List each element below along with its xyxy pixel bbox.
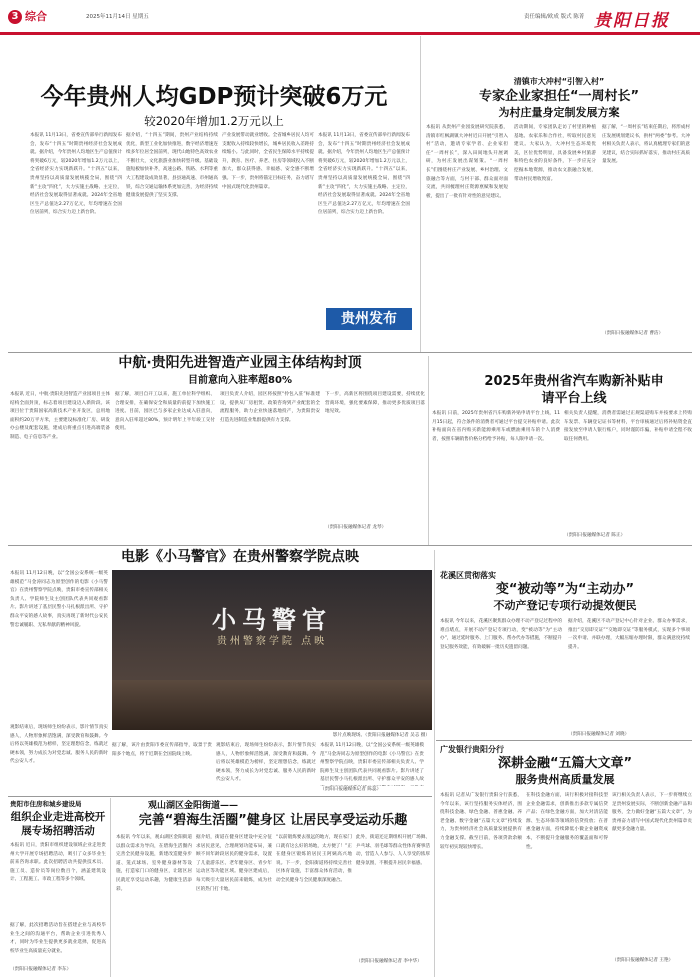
village-body-col3: 据了解，“一周村长”结束任期后，将形成村庄发展规划建议书，供村“两委”参考。大冲村相关负责人表示，将认真梳理专家们的意见建议，结合实际抓好落实，推动村庄高质量发展。 [602,125,690,165]
rule-3 [436,740,692,741]
loan-divider [434,550,435,977]
movie-photo [112,570,432,730]
fitness-body-col1: 本报讯 今年以来，观山湖区金阳街道以群众需求为导向，在碧海生活圈内完善全民健身设施，新建改造健身步道、笼式球场、室外健身器材等设施，打造家门口的健身区，让辖区居民就近享受运动乐趣，为健康生活添彩。 [116,835,192,892]
news-byline: （贵阳日报融媒体记者 李东） [10,967,72,972]
bank-kicker: 广发银行贵阳分行 [440,745,504,754]
movie-photo-stage [112,680,432,730]
gdp-body-col3: 产业发展带动就业增收。全省城乡居民人均可支配收入持续较快增长，城乡居民收入差距持续缩小。与此同时，全省民生保障水平持续提升，教育、医疗、养老、住房等领域投入不断加大，群众获得感、幸福感、安全感不断增强。下一步，贵州将锚定目标任务，奋力谱写中国式现代化贵州篇章。 [222,133,314,190]
fitness-body-col2: 据介绍，街道在健身区建设中充分征求居民意见，合理规划功能布局，兼顾不同年龄段居民的健身需求，设置了儿童游乐区、老年健身区、青少年运动区等功能区域。健身区建成后，每天吸引大量居民前来锻炼，成为社区的热门打卡地。 [196,835,272,892]
rule-2 [8,545,692,546]
movie-body-col3: 据了解，该片由贵阳市委宣传部指导，取景于贵阳多个地点，将于近期在全国院线上映。 [112,743,212,757]
zgc-byline: （贵阳日报融媒体记者 龙琴） [325,525,387,530]
car-headline: 2025年贵州省汽车购新补贴申请平台上线 [484,374,664,406]
zgc-body-col3: 项目负责人介绍，园区将按照“拎包入驻”标准建设，提供从厂房租赁、政策咨询到产业配套的全流程服务，助力企业快速落地投产，为贵阳贵安打造先进制造业集群提供有力支撑。 [220,392,320,423]
bank-body-col3: 该行相关负责人表示，下一步将继续立足贵州发展实际，不断创新金融产品和服务，全力做好金融“五篇大文章”，为贵州奋力谱写中国式现代化贵州篇章贡献更多金融力量。 [612,793,692,833]
village-kicker: 清镇市大冲村“引智入村” [513,77,605,86]
bank-body-col1: 本报讯 记者从广发银行贵阳分行获悉，今年以来，该行坚持服务实体经济，围绕科技金融、绿色金融、普惠金融、养老金融、数字金融“五篇大文章”持续发力，为贵州经济社会高质量发展提供有力金融支撑。截至目前，各项贷款余额较年初实现较快增长。 [440,793,522,850]
village-byline: （贵阳日报融媒体记者 曹洁） [602,331,664,336]
movie-byline: （贵阳日报融媒体记者 陈蕊） [320,787,382,792]
news-body-col1: 本报讯 近日，贵阳市组织建设领域企业走进贵州大学开展专场招聘活动，吸引了众多毕业生前来咨询求职。此次招聘活动共提供技术员、施工员、造价员等岗位数百个，涵盖建筑设计、工程施工、市政工程等多个领域。 [10,843,106,883]
movie-body-col2: 观影结束后，现场师生纷纷表示，影片情节真实感人，人物形象鲜活饱满，深受教育和鼓舞。今后将以英雄模范为榜样，坚定理想信念，练就过硬本领，努力成长为对党忠诚、服务人民的新时代公安人才。 [10,725,108,765]
loan-body-col2: 据介绍，花溪区不动产登记中心针对企业、群众办事需求，推出“交房即交证”“交地即交证”等服务模式，实现多个事项一次申请、并联办理，大幅压缩办理时限，群众满意度持续提升。 [568,619,690,650]
loan-body-col1: 本报讯 今年以来，花溪区聚焦群众办理不动产登记过程中的难点堵点，开展不动产登记专项行动，变“被动等”为“主动办”，通过延时服务、上门服务、帮办代办等措施，不断提升登记服务效能，有效破解一批历史遗留问题。 [440,619,562,650]
newspaper-masthead: 贵阳日报 [594,11,670,31]
bank-body-col2: 在科技金融方面，该行积极对接科技型企业金融需求，创新推出多款专属信贷产品；在绿色金融方面，加大对清洁能源、生态环保等领域的信贷投放；在普惠金融方面，持续降低小微企业融资成本，不断提升金融服务的覆盖面和可得性。 [526,793,608,850]
gdp-headline: 今年贵州人均GDP预计突破6万元 [40,84,388,110]
village-headline: 专家企业家担任“一周村长” [478,89,640,104]
bank-subheadline: 服务贵州高质量发展 [515,773,615,786]
fitness-body-col3: “以前锻炼要去很远的地方，现在家门口就有这么好的场地，太方便了！”正在健身区锻炼的居民王阿姨高兴地说。下一步，金阳街道将持续完善社区体育设施，丰富群众体育活动，推动全民健身与全民健康深度融合。 [276,835,352,883]
issue-date: 2025年11月14日 星期五 [86,14,149,20]
zgc-body-col2: 据了解，项目自开工以来，施工单位科学组织、合理安排，在确保安全和质量的前提下加快施工进度。目前，园区已与多家企业达成入驻意向，意向入驻率超过80%，预计明年上半年竣工交付使用。 [115,392,215,432]
guizhou-fabu-label: 贵州发布 [341,311,397,327]
page-header [0,0,700,34]
editors-credit: 责任编辑/欧成 版式 陈菁 [524,14,585,20]
movie-headline: 电影《小马警官》在贵州警察学院点映 [121,549,359,565]
section-name: 综合 [25,10,47,23]
village-body-col1: 本报讯 从贵州产业园发展研究院获悉，清镇市红枫湖镇大冲村近日开展“引智入村”活动，邀请专家学者、企业家担任“一周村长”，深入田间地头开展调研，为村庄发展出谋划策。“一周村长”们围绕村庄产业发展、乡村治理、文旅融合等方面，与村干部、群众面对面交流，共同梳理村庄资源禀赋和发展短板，提出了一批有针对性的意见建议。 [426,125,508,199]
car-divider [428,356,429,546]
bank-headline: 深耕金融“五篇大文章” [497,756,633,771]
fitness-byline: （贵阳日报融媒体记者 李中华） [356,959,422,964]
movie-photo-caption: 影片点映现场。（贵阳日报融媒体记者 吴志 摄） [332,733,430,738]
car-body-col1: 本报讯 日前，2025年贵州省汽车购新补贴申请平台上线，11月15日起，符合条件的消费者可通过平台提交补贴申请。此次补贴面向在省内购买新能源乘用车或燃油乘用车的个人消费者，按照车辆销售价格分档给予补贴，每人限申请一次。 [432,411,560,442]
gdp-body-col1: 本报讯 11月13日，省委宣传部举行新闻发布会，发布“十四五”时期贵州经济社会发展成就。据介绍，今年贵州人均地区生产总值预计将突破6万元，较2020年增加1.2万元以上，全省经济实力实现新跃升。“十四五”以来，贵州坚持以高质量发展统揽全局，围绕“四新”主攻“四化”，大力实施主战略、主定位，经济社会发展取得显著成就。2024年全省地区生产总值达2.27万亿元，年均增速在全国位居前列，综合实力迈上新台阶。 [30,133,122,216]
loan-headline: 变“被动等”为“主动办” [495,582,635,597]
village-subheadline: 为村庄量身定制发展方案 [498,106,620,119]
guizhou-fabu-banner [326,308,412,330]
zgc-body-col1: 本报讯 近日，中航·贵阳先进智造产业园项目主体结构全面封顶，标志着项目建设迈入新阶段。该项目位于贵阳国家高新技术产业开发区，总用地面积约20万平方米，主要建设标准化厂房、研发办公楼及配套设施，建成后将重点引进高端装备制造、电子信息等产业。 [10,392,110,440]
movie-poster-title: 小马警官 [212,606,332,634]
car-body-col2: 相关负责人提醒，消费者需通过正规渠道购车并按要求上传购车发票、车辆登记证书等材料，平台审核通过后将补贴资金直接发放至申请人银行账户，同时谨防诈骗，补贴申请全程不收取任何费用。 [564,411,692,442]
fitness-kicker: 观山湖区金阳街道—— [148,801,239,811]
gdp-body-col2: 据介绍，“十四五”期间，贵州产业结构持续优化，新型工业化加快推进，数字经济增速连续多年位居全国前列，现代山地特色高效农业不断壮大，文化旅游业加快转型升级。基础设施短板加快补齐，高速公路、铁路、水利等重大工程建设成效显著，县县通高速、市州通高铁，综合交通运输体系更加完善，为经济持续健康发展提供了坚实支撑。 [126,133,218,199]
village-body-col2: 活动期间，专家团队走访了村里的种植基地、农家乐和合作社，听取村民意见建议。大家认为，大冲村生态环境优美，区位优势明显，具备发展乡村旅游和特色农业的良好条件，下一步应充分挖掘本地资源，推动农文旅融合发展，带动村民增收致富。 [514,125,596,182]
news-headline: 组织企业走进高校开展专场招聘活动 [10,811,106,837]
loan-byline: （贵阳日报融媒体记者 刘晓） [568,732,630,737]
news-divider [110,798,111,977]
zgc-headline: 中航·贵阳先进智造产业园主体结构封顶 [118,355,362,371]
movie-body-col5: 本报讯 11月12日晚，以“全国公安系统一级英雄模范”马金涛同志为原型创作的电影《小马警官》在贵州警察学院点映，贵阳市委宣传部相关负责人、学院师生及主创团队代表共同观看影片。影片讲述了基层民警小马扎根派出所、守护群众平安的感人故 [320,743,424,783]
header-rule [0,32,700,35]
rule-1 [8,352,692,353]
gdp-body-col4: 本报讯 11月13日，省委宣传部举行新闻发布会，发布“十四五”时期贵州经济社会发展成就。据介绍，今年贵州人均地区生产总值预计将突破6万元，较2020年增加1.2万元以上，全省经济实力实现新跃升。“十四五”以来，贵州坚持以高质量发展统揽全局，围绕“四新”主攻“四化”，大力实施主战略、主定位，经济社会发展取得显著成就。2024年全省地区生产总值达2.27万亿元，年均增速在全国位居前列，综合实力迈上新台阶。 [318,133,410,216]
news-body-col2: 据了解，此次招聘活动旨在搭建企业与高校毕业生之间的沟通平台，帮助企业引进优秀人才，同时为毕业生提供更多就业选择，促进高校毕业生高质量充分就业。 [10,923,106,954]
movie-body-col4: 观影结束后，现场师生纷纷表示，影片情节真实感人，人物形象鲜活饱满，深受教育和鼓舞。今后将以英雄模范为榜样，坚定理想信念，练就过硬本领，努力成长为对党忠诚、服务人民的新时代公安人才。 [216,743,316,783]
zgc-subheadline: 目前意向入驻率超80% [188,375,292,386]
loan-subheadline: 不动产登记专项行动提效便民 [493,599,637,612]
page-number-badge: 3 [8,10,22,24]
movie-poster-subtitle: 贵州警察学院 点映 [216,636,328,647]
gdp-subheadline: 较2020年增加1.2万元以上 [144,114,284,128]
fitness-headline: 完善“碧海生活圈”健身区 让居民享受运动乐趣 [138,813,408,828]
loan-kicker: 花溪区贯彻落实 [440,571,496,580]
zgc-body-col4: 下一步，高新区将围绕项目建设需要，持续优化营商环境，强化要素保障，推动更多优质项目落地见效。 [325,392,425,415]
bank-byline: （贵阳日报融媒体记者 王艳） [612,958,674,963]
village-divider [420,36,421,352]
rule-4 [8,796,432,797]
news-kicker: 贵阳市住房和城乡建设局 [10,800,82,808]
fitness-body-col4: 此外，街道还定期组织开展广场舞、乒乓球、羽毛球等群众性体育赛事活动，营造人人参与、人人享受的浓厚健身氛围，不断提升居民幸福感。 [356,835,430,866]
movie-body-col1: 本报讯 11月12日晚，以“全国公安系统一级英雄模范”马金涛同志为原型创作的电影《小马警官》在贵州警察学院点映，贵阳市委宣传部相关负责人、学院师生及主创团队代表共同观看影片。影片讲述了基层民警小马扎根派出所、守护群众平安的感人故事，真实再现了新时代公安民警忠诚履职、无私奉献的精神风貌。 [10,571,108,628]
car-byline: （贵阳日报融媒体记者 陈正） [564,533,626,538]
